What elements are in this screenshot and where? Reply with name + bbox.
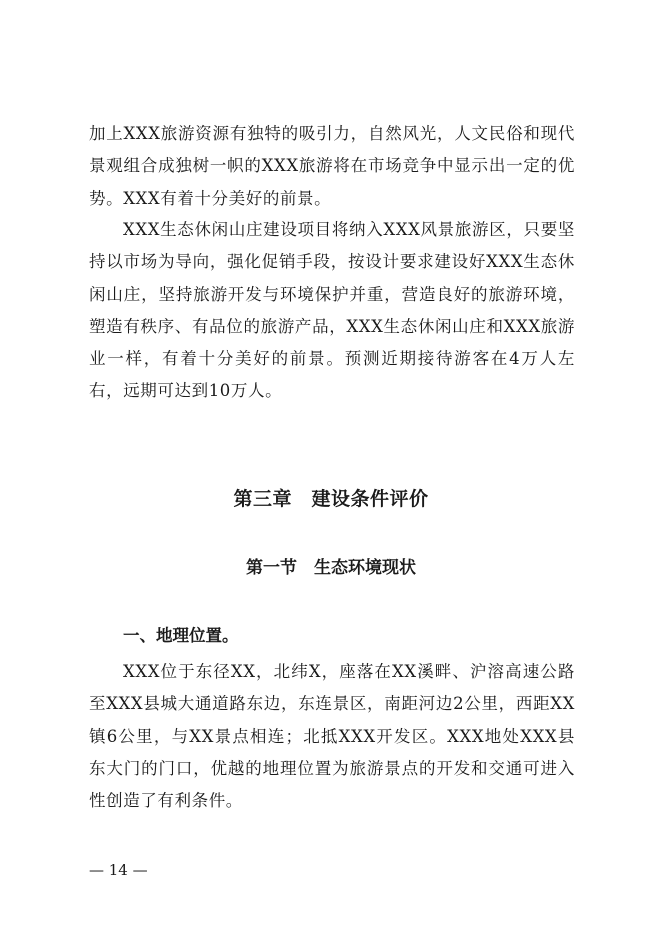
page-number: — 14 — [89,861,148,879]
paragraph-tourism-appeal: 加上XXX旅游资源有独特的吸引力，自然风光，人文民俗和现代景观组合成独树一帜的XXX旅游将在市场竞争中显示出一定的优势。XXX有着十分美好的前景。 [89,124,575,208]
paragraph-location-description: XXX位于东径XX，北纬X，座落在XX溪畔、沪溶高速公路至XXX县城大通道路东边，东连景区，南距河边2公里，西距XX镇6公里，与XX景点相连；北抵XXX开发区。XXX地处XXX县东大门的门口，优越的地理位置为旅游景点的开发和交通可进入性创造了有利条件。 [89,662,575,811]
subheading-geographic-location: 一、地理位置。 [123,626,239,645]
section-title: 第一节 生态环境现状 [246,558,416,578]
chapter-title: 第三章 建设条件评价 [233,488,429,510]
paragraph-project-outlook: XXX生态休闲山庄建设项目将纳入XXX风景旅游区，只要坚持以市场为导向，强化促销手段，按设计要求建设好XXX生态休闲山庄，坚持旅游开发与环境保护并重，营造良好的旅游环境，塑造有秩序、有品位的旅游产品，XXX生态休闲山庄和XXX旅游业一样，有着十分美好的前景。预测近期接待游客在4万人左右，远期可达到10万人。 [89,220,575,401]
